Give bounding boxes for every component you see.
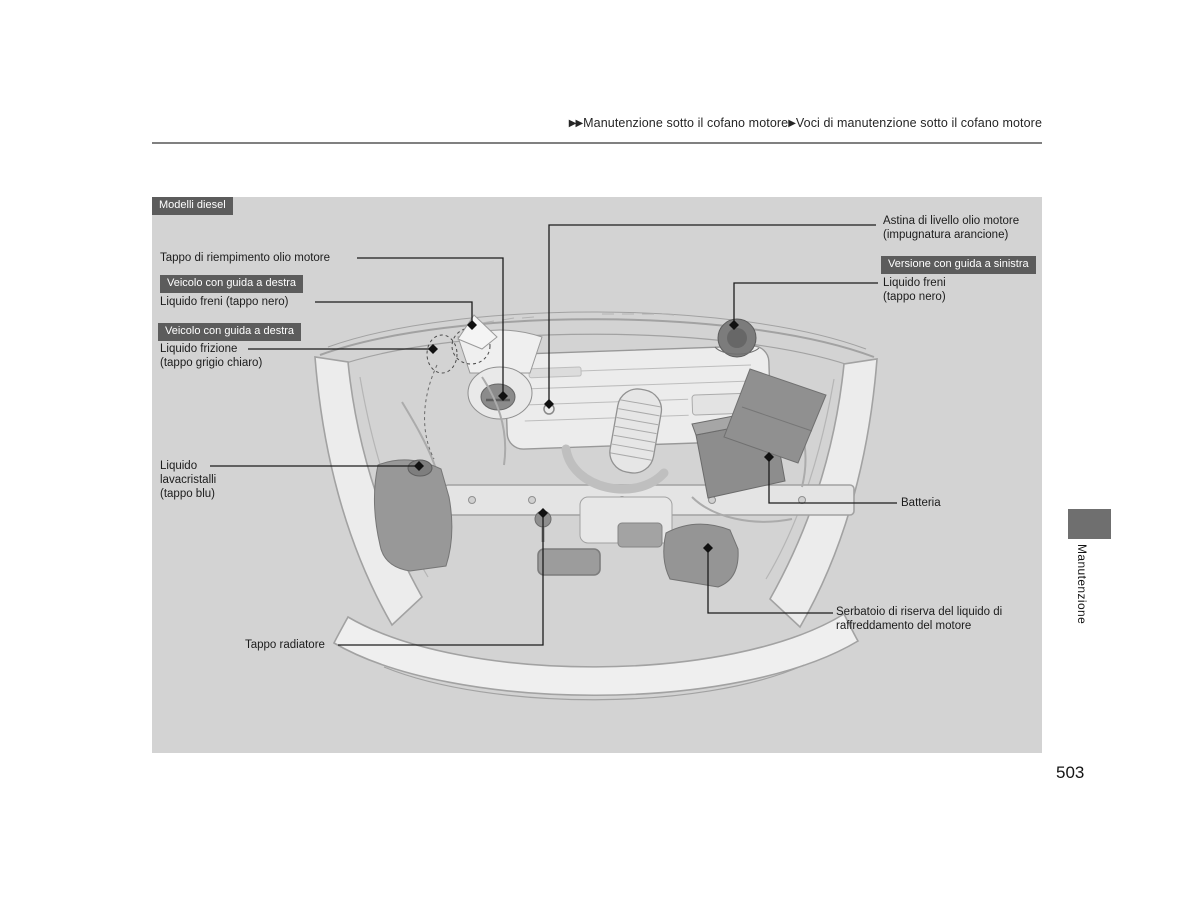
chapter-tab-label: Manutenzione (1075, 544, 1089, 625)
coolant-tank-part (664, 524, 738, 587)
label-washer-fluid: Liquido lavacristalli (tappo blu) (160, 460, 217, 500)
label-clutch-fluid: Liquido frizione (tappo grigio chiaro) (160, 343, 263, 369)
label-battery: Batteria (901, 497, 941, 509)
badge-rhd-top: Veicolo con guida a destra (160, 275, 303, 293)
label-coolant-reserve: Serbatoio di riserva del liquido di raffreddamento del motore (836, 606, 1003, 632)
chapter-tab-marker (1068, 509, 1111, 539)
breadcrumb-section: Manutenzione sotto il cofano motore (583, 116, 789, 130)
leader-brake-rhd (315, 302, 472, 321)
breadcrumb-subsection: Voci di manutenzione sotto il cofano motore (795, 116, 1042, 130)
header-divider (152, 142, 1042, 144)
label-radiator-cap: Tappo radiatore (245, 639, 325, 651)
label-brake-fluid-rhd: Liquido freni (tappo nero) (160, 296, 289, 308)
badge-rhd-mid: Veicolo con guida a destra (158, 323, 301, 341)
arrow-icon: ▶ (788, 118, 795, 129)
page-number: 503 (1056, 763, 1085, 782)
label-brake-fluid-lhd: Liquido freni (tappo nero) (883, 277, 946, 303)
label-oil-filler-cap: Tappo di riempimento olio motore (160, 252, 331, 264)
breadcrumb (569, 116, 1042, 132)
label-dipstick: Astina di livello olio motore (impugnatura arancione) (883, 215, 1020, 241)
badge-modelli-diesel: Modelli diesel (152, 197, 233, 215)
badge-lhd: Versione con guida a sinistra (881, 256, 1036, 274)
leader-brake-lhd (734, 283, 878, 321)
double-arrow-icon: ▶▶ (568, 118, 583, 129)
engine-bay-diagram-panel (152, 197, 1042, 753)
washer-tank-part (374, 460, 451, 571)
clutch-reservoir-dashed-circle (427, 335, 457, 373)
